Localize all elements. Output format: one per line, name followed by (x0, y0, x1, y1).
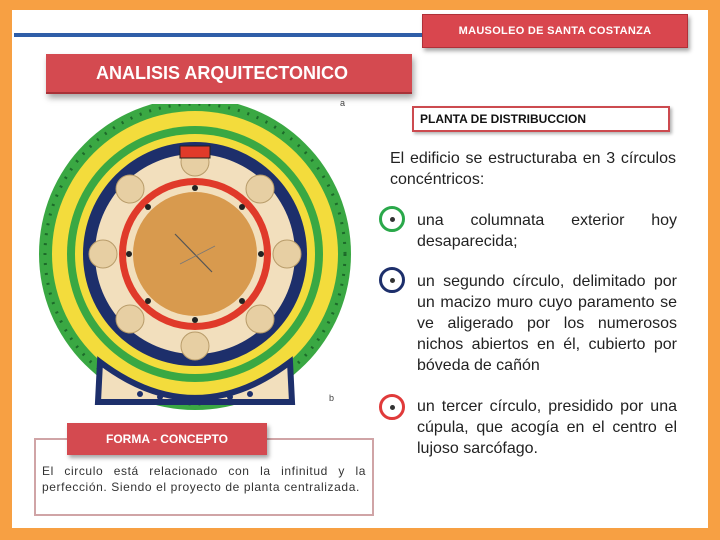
list-item-colonnade: una columnata exterior hoy desaparecida; (417, 212, 677, 250)
plan-label-b: b (329, 393, 335, 403)
navy-circle-marker (379, 267, 405, 293)
concept-title: FORMA - CONCEPTO (67, 423, 267, 455)
entrance-block (180, 146, 210, 158)
green-circle-marker (379, 206, 405, 232)
plan-label-a: a (340, 98, 346, 108)
header-banner: MAUSOLEO DE SANTA COSTANZA (422, 14, 688, 48)
list-item-dome: un tercer círculo, presidido por una cúpula, que acogía en el centro el lujoso sarcófago. (417, 398, 677, 457)
intro-text: El edificio se estructuraba en 3 círculos concéntricos: (390, 150, 676, 188)
page-title: ANALISIS ARQUITECTONICO (46, 54, 412, 94)
section-title: PLANTA DE DISTRIBUCCION (412, 106, 670, 132)
divider-line (14, 33, 422, 37)
concept-text: El circulo está relacionado con la infinitud y la perfección. Siendo el proyecto de planta centralizada. (42, 464, 366, 494)
floor-plan-diagram (30, 104, 360, 424)
list-item-wall: un segundo círculo, delimitado por un macizo muro cuyo paramento se ve aligerado por los numerosos nichos abiertos en él, cubierto por bóveda de cañón (417, 273, 677, 374)
red-circle-marker (379, 394, 405, 420)
